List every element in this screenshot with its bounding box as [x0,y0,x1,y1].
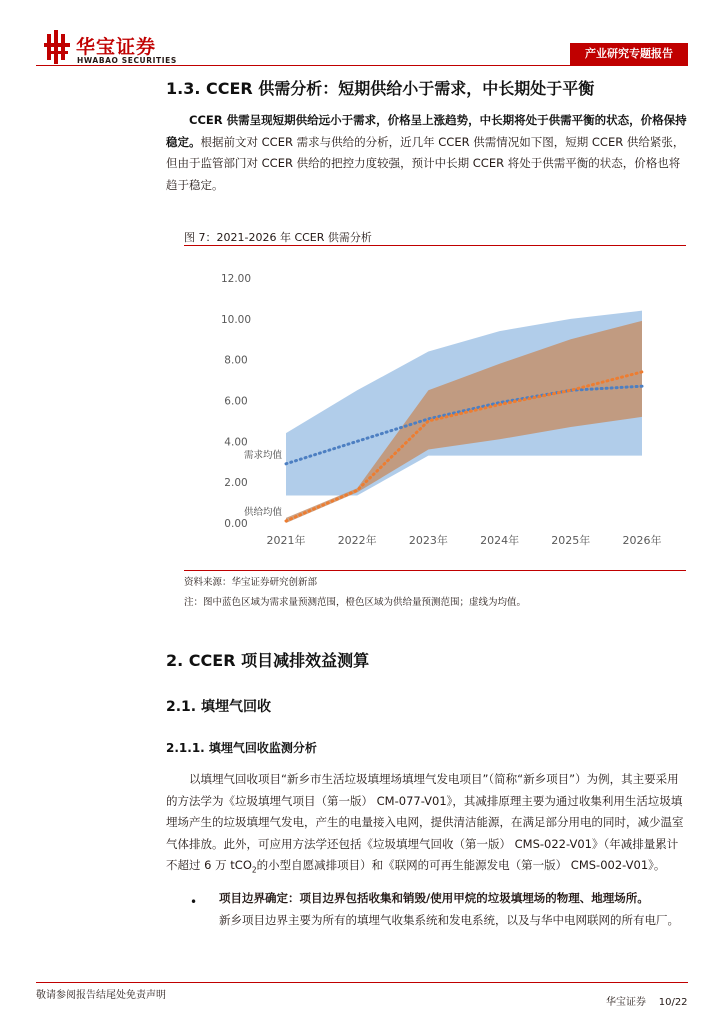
figure-note: 注：图中蓝色区域为需求量预测范围，橙色区域为供给量预测范围；虚线为均值。 [184,597,527,608]
figure-title: 图 7：2021-2026 年 CCER 供需分析 [184,231,372,244]
lead-sentence: CCER 供需呈现短期供给远小于需求，价格呈上涨趋势，中长期将处于供需平衡的状态，价格保持稳定。 [166,113,687,149]
y-tick-3: 6.00 [224,395,248,408]
x-axis-ticks [267,533,662,547]
report-type-tag: 产业研究专题报告 [570,43,688,65]
y-tick-4: 8.00 [224,354,248,367]
y-tick-0: 0.00 [224,518,248,530]
x-tick-1: 2022年 [337,534,377,547]
paragraph-part-a: 以填埋气回收项目“新乡市生活垃圾填埋场填埋气发电项目”（简称“新乡项目”）为例，其主要采用的方法学为《垃圾填埋气项目（第一版） CM-077-V01》，其减排原理主要为通过收集利用生活垃圾填埋场产生的垃圾填埋气发电，产生的电量接入电网，提供清洁能源，在满足部分用电的同时，减少温室气体排放。此外，可应用方法学还包括《垃圾填埋气回收（第一版） CMS-022-V01》（年减排量累计不超过 6 万 tCO [166,772,684,872]
section-2-heading: 2. CCER 项目减排效益测算 [166,651,370,670]
chart-bands [286,311,642,523]
y-tick-2: 4.00 [224,436,248,449]
landfill-gas-paragraph [166,769,688,881]
co2-subscript: 2 [251,865,257,875]
bullet-item [219,888,688,931]
y-tick-5: 10.00 [220,313,252,326]
footer-divider [36,982,688,983]
bullet-heading: 项目边界确定：项目边界包括收集和销毁/使用甲烷的垃圾填埋场的物理、地理场所。 [219,891,649,905]
supply-demand-chart [184,248,684,566]
hwabao-logo-icon [44,30,72,64]
paragraph-part-b: 的小型自愿减排项目）和《联网的可再生能源发电（第一版） CMS-002-V01》。 [256,858,666,872]
y-tick-1: 2.00 [224,477,248,490]
series-labels [244,449,283,518]
section-2-1-heading: 2.1. 填埋气回收 [166,699,271,715]
section-1-3-heading: 1.3. CCER 供需分析：短期供给小于需求，中长期处于平衡 [166,79,595,98]
section-1-3-paragraph [166,110,688,196]
footer-brand: 华宝证券 [606,997,646,1008]
x-tick-0: 2021年 [266,534,306,547]
y-axis-ticks [221,273,251,530]
series-label-2: 需求均值 [243,449,282,461]
x-tick-4: 2025年 [551,534,591,547]
brand-name-cn: 华宝证券 [76,36,157,58]
figure-source: 资料来源：华宝证券研究创新部 [184,577,318,588]
x-tick-2: 2023年 [408,534,448,547]
footer-disclaimer: 敬请参阅报告结尾处免责声明 [36,990,166,1001]
series-label-3: 供给均值 [243,506,282,518]
page-number: 10/22 [658,997,688,1008]
bullet-body: 新乡项目边界主要为所有的填埋气收集系统和发电系统，以及与华中电网联网的所有电厂。 [219,912,679,927]
y-tick-6: 12.00 [220,273,252,285]
brand-name-en: HWABAO SECURITIES [77,56,177,65]
body-text: 根据前文对 CCER 需求与供给的分析，近几年 CCER 供需情况如下图，短期 CCER 供给紧张，但由于监管部门对 CCER 供给的把控力度较强，预计中长期 CCER 将处于供需平衡的状态，价格也将趋于稳定。 [166,134,685,192]
header-divider [36,65,688,66]
section-2-1-1-heading: 2.1.1. 填埋气回收监测分析 [166,741,317,755]
x-tick-5: 2026年 [622,534,662,547]
figure-bottom-rule [184,570,686,571]
x-tick-3: 2024年 [480,534,520,547]
bullet-icon: • [190,895,198,909]
footer-page-info [606,993,688,1008]
figure-top-rule [184,245,686,246]
